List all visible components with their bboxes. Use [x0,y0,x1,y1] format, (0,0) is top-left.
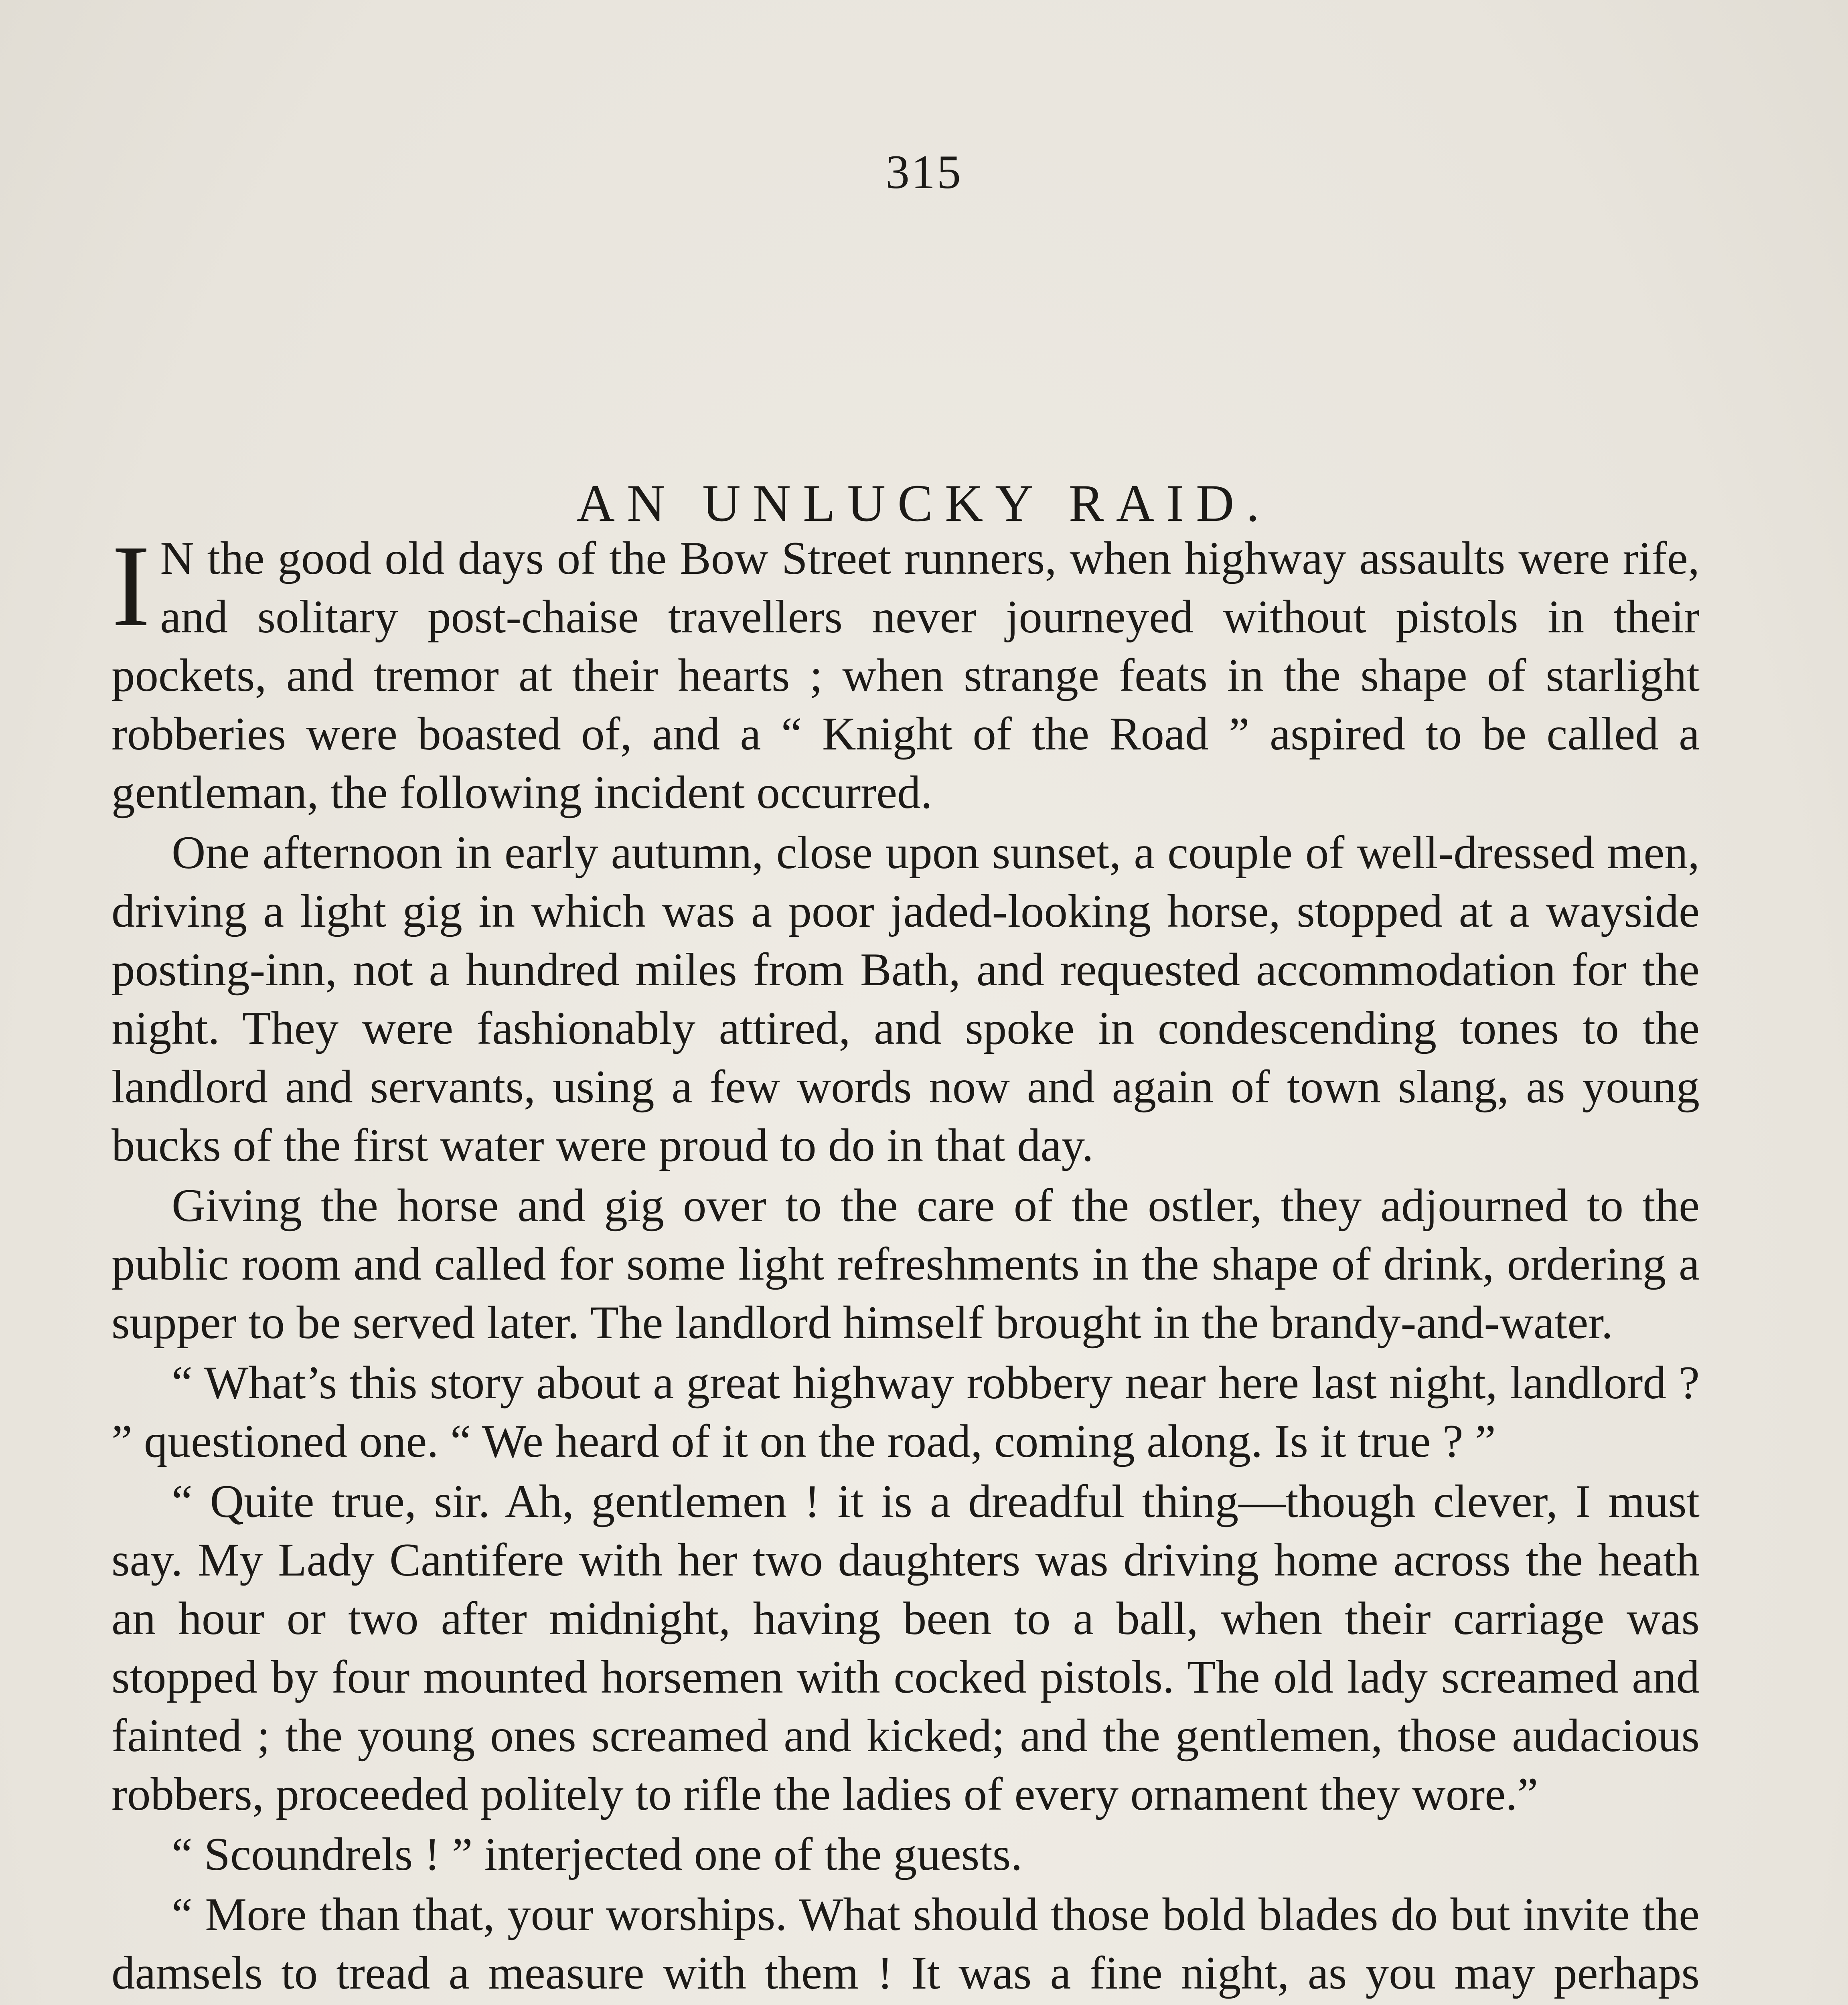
paragraph-3: Giving the horse and gig over to the care of the ostler, they adjourned to the public room and called for some light refreshments in the shape of drink, ordering a supper to be served later. The landlord himself brought in the brandy-and-water. [111,1180,1700,1349]
chapter-title: AN UNLUCKY RAID. [576,474,1272,533]
drop-cap: I [111,521,151,651]
paragraph-7: “ More than that, your worships. What should those bold blades do but invite the damsels to tread a measure with them ! It was a fine night, as you may perhaps [111,1889,1700,1999]
paragraph-6: “ Scoundrels ! ” interjected one of the guests. [172,1829,1023,1880]
paragraph-4: “ What’s this story about a great highway robbery near here last night, landlord ? ” questioned one. “ We heard of it on the road, coming along. Is it true ? ” [111,1357,1700,1467]
body-text [111,521,1700,2005]
paragraph-1 [111,521,1700,822]
paragraph-5: “ Quite true, sir. Ah, gentlemen ! it is a dreadful thing—though clever, I must say. My Lady Cantifere with her two daughters was driving home across the heath an hour or two after midnight, having been to a ball, when their carriage was stopped by four mounted horsemen with cocked pistols. The old lady screamed and fainted ; the young ones screamed and kicked; and the gentlemen, those audacious robbers, proceeded politely to rifle the ladies of every ornament they wore.” [111,1476,1700,1820]
page-number: 315 [886,145,962,198]
paragraph-text: N the good old days of the Bow Street runners, when highway assaults were rife, and solitary post-chaise travellers never journeyed without pistols in their pockets, and tremor at their hearts ; when strange feats in the shape of starlight robberies were boasted of, and a “ Knight of the Road ” aspired to be called a gentleman, the following incident occurred. [111,533,1700,818]
paragraph-2: One afternoon in early autumn, close upon sunset, a couple of well-dressed men, driving a light gig in which was a poor jaded-looking horse, stopped at a wayside posting-inn, not a hundred miles from Bath, and requested accommodation for the night. They were fashionably attired, and spoke in condescending tones to the landlord and servants, using a few words now and again of town slang, as young bucks of the first water were proud to do in that day. [111,827,1700,1171]
